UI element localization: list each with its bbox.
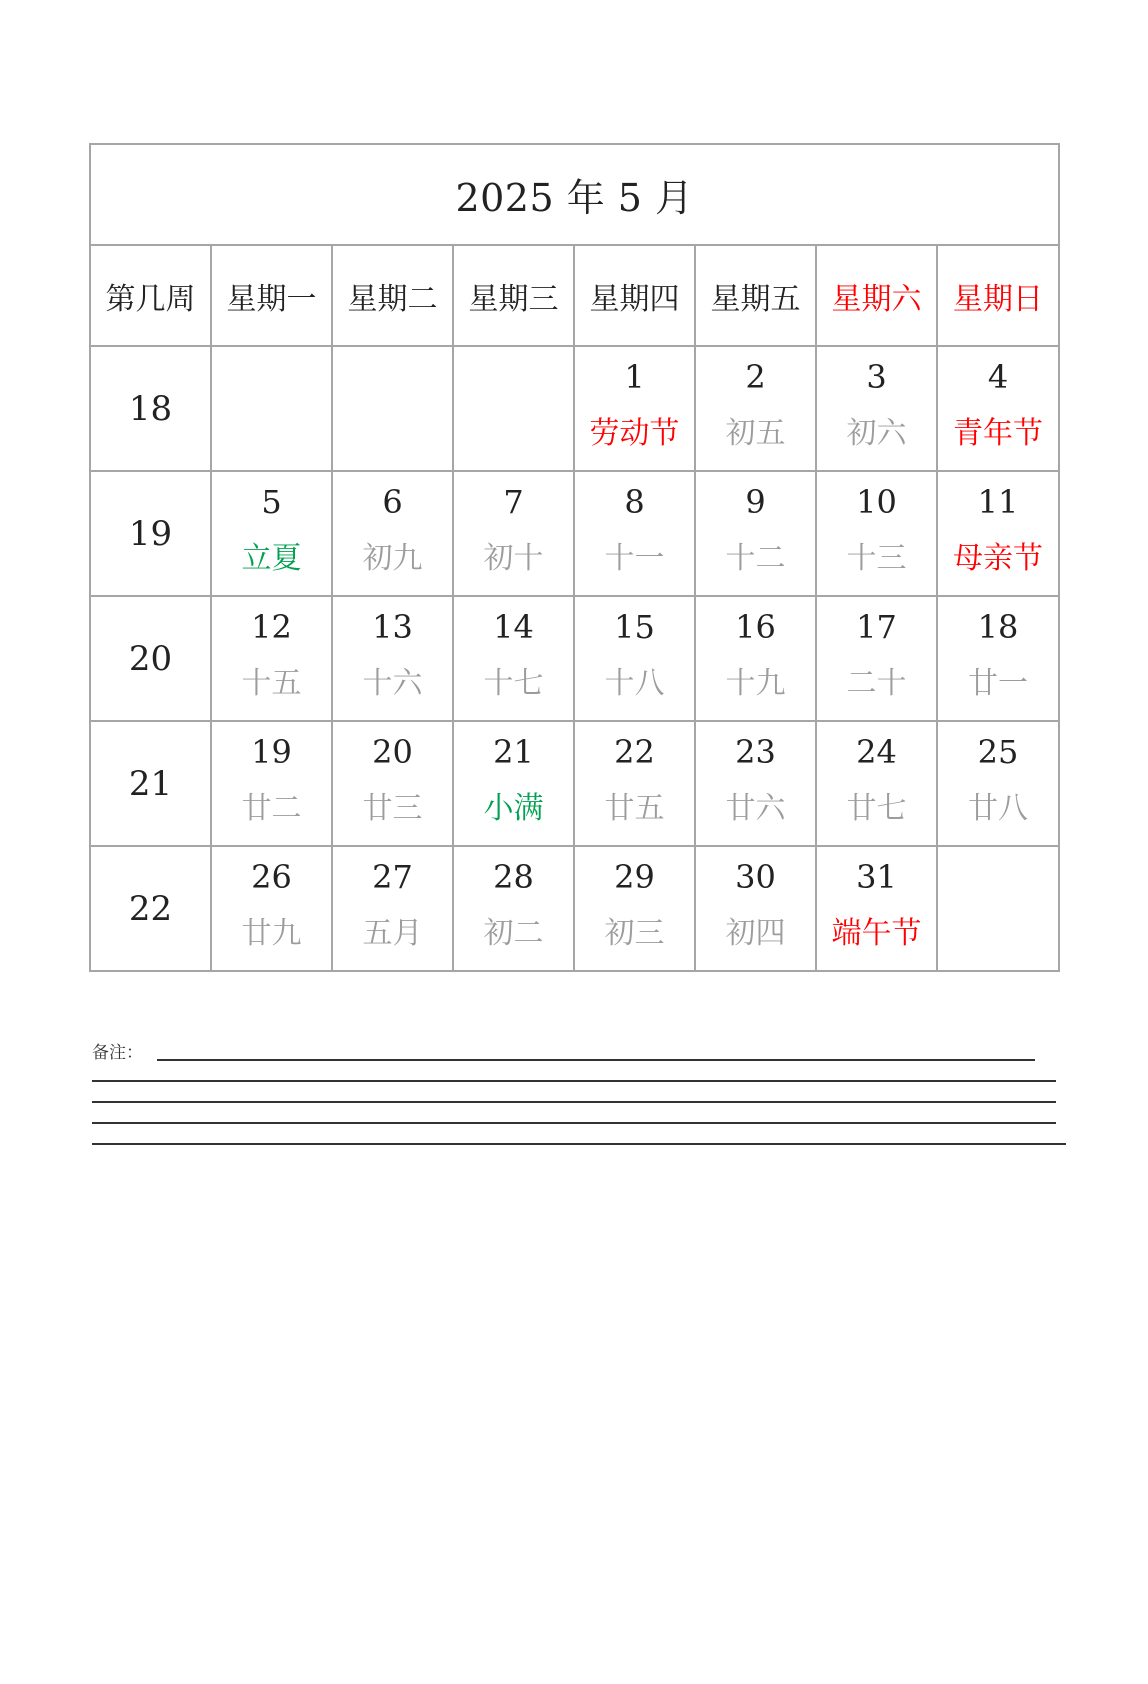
lunar-date-label: 廿一 <box>968 666 1028 701</box>
day-number: 14 <box>493 608 534 646</box>
day-number: 4 <box>987 358 1009 396</box>
day-cell <box>937 721 1059 846</box>
day-cell <box>574 471 695 596</box>
day-cell <box>816 721 937 846</box>
day-cell <box>937 596 1059 721</box>
lunar-date-label: 初五 <box>725 416 786 451</box>
day-cell <box>453 721 574 846</box>
week-row <box>90 471 1059 596</box>
week-number-cell: 21 <box>90 721 211 846</box>
day-cell <box>695 471 816 596</box>
day-number: 10 <box>856 483 897 521</box>
empty-day-cell <box>332 346 453 471</box>
day-cell <box>332 471 453 596</box>
lunar-date-label: 十七 <box>483 666 544 701</box>
solar-term-label: 立夏 <box>241 541 302 576</box>
day-cell <box>574 846 695 971</box>
day-number: 21 <box>493 733 534 771</box>
day-number: 16 <box>735 608 776 646</box>
day-cell <box>816 596 937 721</box>
holiday-label: 劳动节 <box>589 416 680 451</box>
week-row <box>90 346 1059 471</box>
empty-day-cell <box>937 846 1059 971</box>
day-cell <box>211 846 332 971</box>
day-number: 17 <box>856 608 897 646</box>
day-cell <box>574 721 695 846</box>
day-cell <box>695 346 816 471</box>
holiday-label: 端午节 <box>831 916 922 951</box>
day-cell <box>453 846 574 971</box>
day-cell <box>695 596 816 721</box>
holiday-label: 母亲节 <box>953 541 1043 576</box>
day-number: 5 <box>261 483 282 521</box>
day-cell <box>453 596 574 721</box>
week-number-cell: 20 <box>90 596 211 721</box>
day-number: 28 <box>493 858 534 896</box>
empty-day-cell <box>211 346 332 471</box>
header-weekday: 星期三 <box>453 245 574 346</box>
day-number: 13 <box>372 608 413 646</box>
lunar-date-label: 十三 <box>846 541 907 576</box>
lunar-date-label: 廿九 <box>241 916 302 951</box>
day-number: 26 <box>251 858 292 896</box>
lunar-date-label: 初二 <box>483 916 544 951</box>
week-row <box>90 721 1059 846</box>
lunar-date-label: 五月 <box>362 916 423 951</box>
lunar-date-label: 初十 <box>483 541 544 576</box>
day-cell <box>695 721 816 846</box>
lunar-date-label: 十五 <box>241 666 302 701</box>
day-number: 1 <box>624 358 645 396</box>
week-number-cell: 19 <box>90 471 211 596</box>
header-weekday: 星期四 <box>574 245 695 346</box>
day-number: 18 <box>977 608 1019 646</box>
notes-line <box>92 1122 1056 1124</box>
day-cell <box>574 596 695 721</box>
day-number: 19 <box>251 733 292 771</box>
day-number: 24 <box>856 733 897 771</box>
header-week-number: 第几周 <box>90 245 211 346</box>
day-cell <box>332 846 453 971</box>
day-number: 31 <box>856 858 897 896</box>
notes-line <box>92 1101 1056 1103</box>
lunar-date-label: 十九 <box>725 666 786 701</box>
day-cell <box>695 846 816 971</box>
holiday-label: 青年节 <box>953 416 1043 451</box>
day-cell <box>937 346 1059 471</box>
lunar-date-label: 初四 <box>725 916 786 951</box>
lunar-date-label: 廿七 <box>846 791 907 826</box>
lunar-date-label: 廿二 <box>241 791 302 826</box>
lunar-date-label: 初六 <box>846 416 907 451</box>
day-number: 30 <box>735 858 776 896</box>
notes-label: 备注： <box>92 1043 143 1063</box>
lunar-date-label: 初九 <box>362 541 423 576</box>
day-number: 11 <box>977 483 1019 521</box>
day-number: 7 <box>503 483 524 521</box>
day-number: 20 <box>372 733 413 771</box>
day-cell <box>816 846 937 971</box>
header-weekday: 星期日 <box>937 245 1059 346</box>
day-cell <box>332 721 453 846</box>
week-row <box>90 846 1059 971</box>
day-cell <box>816 346 937 471</box>
calendar-title: 2025 年 5 月 <box>90 144 1059 245</box>
week-number-cell: 18 <box>90 346 211 471</box>
day-cell <box>332 596 453 721</box>
notes-line <box>157 1059 1035 1061</box>
day-number: 15 <box>614 608 655 646</box>
weekday-header-row <box>90 245 1059 346</box>
empty-day-cell <box>453 346 574 471</box>
day-number: 8 <box>624 483 645 521</box>
day-number: 22 <box>614 733 655 771</box>
lunar-date-label: 廿五 <box>604 791 665 826</box>
day-cell <box>211 596 332 721</box>
day-number: 29 <box>614 858 655 896</box>
lunar-date-label: 廿八 <box>968 791 1028 826</box>
lunar-date-label: 廿六 <box>725 791 786 826</box>
notes-line <box>92 1143 1066 1145</box>
lunar-date-label: 初三 <box>604 916 665 951</box>
header-weekday: 星期五 <box>695 245 816 346</box>
day-number: 9 <box>745 483 766 521</box>
week-number-cell: 22 <box>90 846 211 971</box>
lunar-date-label: 十一 <box>604 541 665 576</box>
day-cell <box>574 346 695 471</box>
day-number: 25 <box>977 733 1019 771</box>
day-number: 27 <box>372 858 413 896</box>
lunar-date-label: 廿三 <box>362 791 423 826</box>
day-cell <box>937 471 1059 596</box>
day-number: 6 <box>382 483 403 521</box>
lunar-date-label: 十八 <box>604 666 665 701</box>
notes-line <box>92 1080 1056 1082</box>
calendar-table <box>89 143 1060 972</box>
week-row <box>90 596 1059 721</box>
day-number: 12 <box>251 608 292 646</box>
lunar-date-label: 十六 <box>362 666 423 701</box>
header-weekday: 星期二 <box>332 245 453 346</box>
day-cell <box>211 721 332 846</box>
day-number: 2 <box>745 358 766 396</box>
day-cell <box>211 471 332 596</box>
day-number: 3 <box>866 358 887 396</box>
solar-term-label: 小满 <box>483 791 544 826</box>
header-weekday: 星期六 <box>816 245 937 346</box>
header-weekday: 星期一 <box>211 245 332 346</box>
day-cell <box>816 471 937 596</box>
day-cell <box>453 471 574 596</box>
lunar-date-label: 十二 <box>725 541 786 576</box>
lunar-date-label: 二十 <box>846 666 907 701</box>
day-number: 23 <box>735 733 776 771</box>
